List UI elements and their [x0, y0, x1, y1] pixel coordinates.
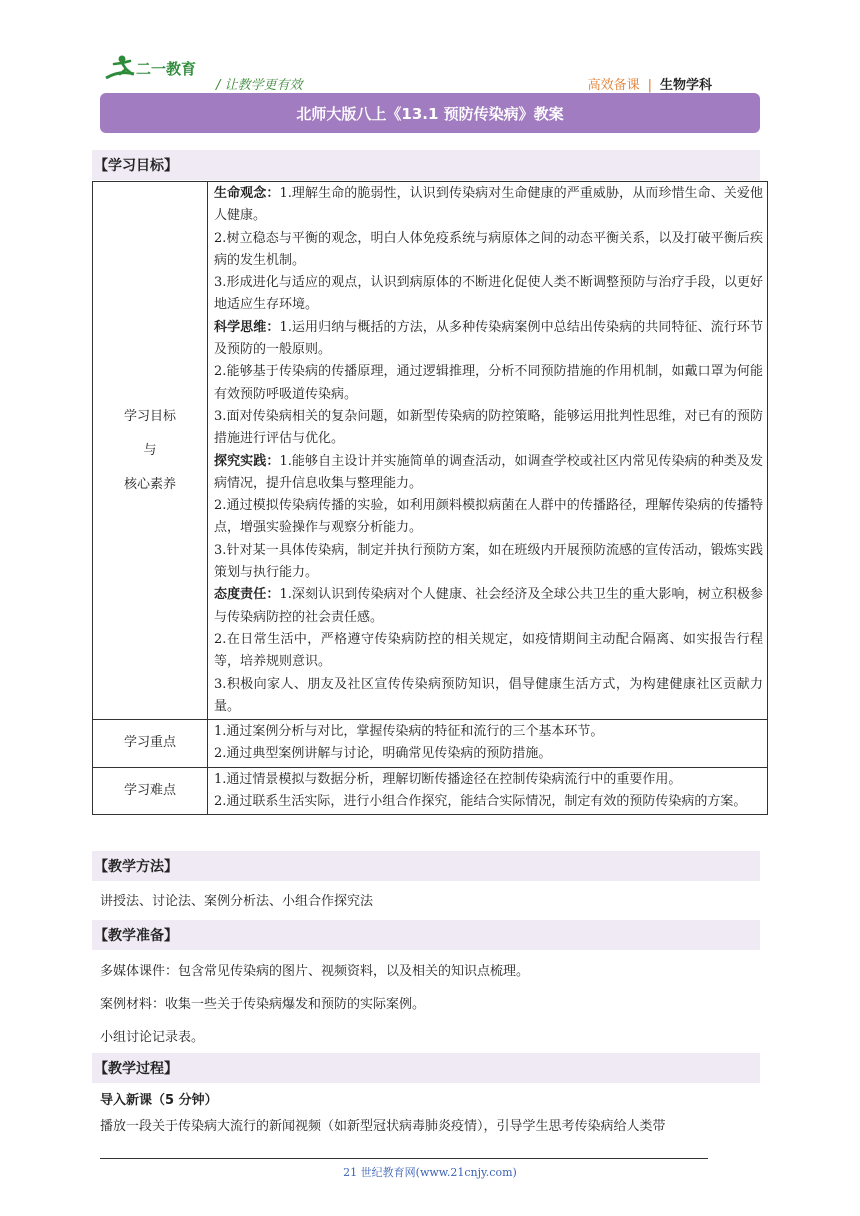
- row1-label-cell: [93, 182, 208, 720]
- prep-line: 案例材料：收集一些关于传染病爆发和预防的实际案例。: [100, 997, 426, 1012]
- logo: [100, 52, 210, 86]
- goal-text: 2.在日常生活中，严格遵守传染病防控的相关规定，如疫情期间主动配合隔离、如实报告行程等，培养规则意识。: [214, 631, 763, 670]
- goal-text: 1.深刻认识到传染病对个人健康、社会经济及全球公共卫生的重大影响，树立积极参与传染病防控的社会责任感。: [214, 587, 763, 625]
- goal-line: [214, 495, 763, 540]
- goal-text: 3.面对传染病相关的复杂问题，如新型传染病的防控策略，能够运用批判性思维，对已有的预防措施进行评估与优化。: [214, 408, 763, 447]
- runner-logo-icon: [100, 52, 210, 86]
- table-row: [93, 767, 768, 815]
- slogan: / 让教学更有效: [216, 78, 303, 93]
- table-row: [93, 182, 768, 720]
- goal-line: [214, 674, 763, 719]
- header-tag: 高效备课: [587, 78, 640, 93]
- footer-text: 21 世纪教育网(www.21cnjy.com): [343, 1166, 517, 1179]
- header-right: [588, 74, 712, 93]
- section-process-heading: 【教学过程】: [92, 1053, 760, 1083]
- row2-content-cell: [208, 720, 768, 768]
- row2-label-cell: 学习重点: [93, 720, 208, 768]
- goal-line: [214, 183, 763, 228]
- header-separator: |: [647, 78, 652, 93]
- section-prep-heading: 【教学准备】: [92, 920, 760, 950]
- goal-keyword: 探究实践：: [214, 453, 280, 469]
- row1-content-cell: [208, 182, 768, 720]
- goal-text: 3.积极向家人、朋友及社区宣传传染病预防知识，倡导健康生活方式，为构建健康社区贡献力量。: [214, 676, 763, 714]
- table-row: [93, 720, 768, 768]
- row1-label-line: 核心素养: [123, 476, 176, 492]
- goal-line: [214, 406, 763, 451]
- goal-text: 1.运用归纳与概括的方法，从多种传染病案例中总结出传染病的共同特征、流行环节及预防的一般原则。: [214, 319, 763, 358]
- header-subject: 生物学科: [659, 78, 712, 93]
- goal-keyword: 科学思维：: [214, 319, 280, 335]
- goal-text: 1.能够自主设计并实施简单的调查活动，如调查学校或社区内常见传染病的种类及发病情况，提升信息收集与整理能力。: [214, 453, 763, 491]
- row3-label-cell: 学习难点: [93, 767, 208, 815]
- key-point-line: 1.通过案例分析与对比，掌握传染病的特征和流行的三个基本环节。: [214, 724, 604, 740]
- goal-line: [214, 540, 763, 585]
- row1-label-line: 与: [143, 442, 157, 458]
- intro-heading: 导入新课（5 分钟）: [100, 1093, 218, 1108]
- difficulty-line: 1.通过情景模拟与数据分析，理解切断传播途径在控制传染病流行中的重要作用。: [214, 771, 682, 787]
- goal-line: [214, 361, 763, 406]
- goal-text: 2.能够基于传染病的传播原理，通过逻辑推理，分析不同预防措施的作用机制，如戴口罩为何能有效预防呼吸道传染病。: [214, 364, 763, 402]
- key-point-line: 2.通过典型案例讲解与讨论，明确常见传染病的预防措施。: [214, 746, 552, 762]
- goal-text: 1.理解生命的脆弱性，认识到传染病对生命健康的严重威胁，从而珍惜生命、关爱他人健康。: [214, 186, 763, 224]
- goal-text: 2.树立稳态与平衡的观念，明白人体免疫系统与病原体之间的动态平衡关系，以及打破平衡后疾病的发生机制。: [214, 230, 763, 268]
- document-title: 北师大版八上《13.1 预防传染病》教案: [100, 93, 760, 133]
- goal-line: [214, 228, 763, 273]
- difficulty-line: 2.通过联系生活实际，进行小组合作探究，能结合实际情况，制定有效的预防传染病的方案。: [214, 794, 747, 810]
- goal-text: 3.形成进化与适应的观点，认识到病原体的不断进化促使人类不断调整预防与治疗手段，以更好地适应生存环境。: [214, 275, 763, 313]
- methods-text: 讲授法、讨论法、案例分析法、小组合作探究法: [100, 894, 374, 909]
- prep-line: 小组讨论记录表。: [100, 1030, 205, 1045]
- prep-line: 多媒体课件：包含常见传染病的图片、视频资料，以及相关的知识点梳理。: [100, 964, 530, 979]
- goal-line: [214, 451, 763, 496]
- goal-line: [214, 317, 763, 362]
- logo-text: 二一教育: [136, 60, 197, 78]
- row3-content-cell: [208, 767, 768, 815]
- goal-text: 3.针对某一具体传染病，制定并执行预防方案，如在班级内开展预防流感的宣传活动，锻炼实践策划与执行能力。: [214, 542, 763, 581]
- section-methods-heading: 【教学方法】: [92, 851, 760, 881]
- footer-divider: [100, 1158, 708, 1159]
- row1-label-line: 学习目标: [123, 408, 176, 424]
- goal-text: 2.通过模拟传染病传播的实验，如利用颜料模拟病菌在人群中的传播路径，理解传染病的传播特点，增强实验操作与观察分析能力。: [214, 498, 763, 536]
- goal-line: [214, 584, 763, 629]
- goal-keyword: 生命观念：: [214, 186, 280, 201]
- intro-text: 播放一段关于传染病大流行的新闻视频（如新型冠状病毒肺炎疫情），引导学生思考传染病给人类带: [100, 1119, 666, 1134]
- section-goals-heading: 【学习目标】: [92, 150, 760, 180]
- goal-line: [214, 629, 763, 674]
- goals-table: [92, 181, 768, 815]
- goal-keyword: 态度责任：: [214, 587, 280, 603]
- goal-line: [214, 272, 763, 317]
